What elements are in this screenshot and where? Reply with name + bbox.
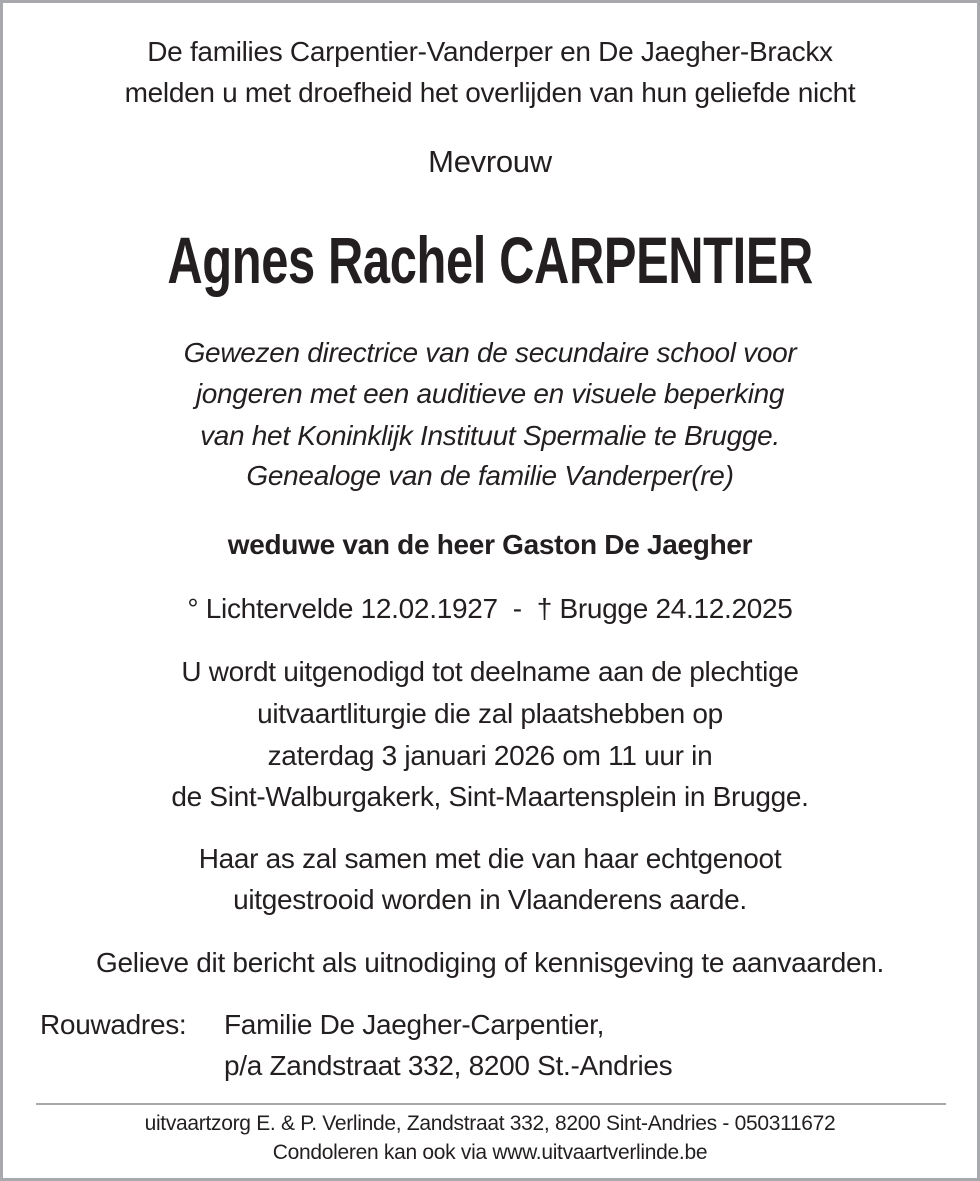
description-line: Gewezen directrice van de secundaire school voor [183,337,797,368]
deceased-name: Agnes Rachel CARPENTIER [167,223,813,297]
address-label: Rouwadres: [40,1009,187,1040]
funeral-home-info: uitvaartzorg E. & P. Verlinde, Zandstraat 332, 8200 Sint-Andries - 050311672 [144,1112,836,1135]
address-line: p/a Zandstraat 332, 8200 St.-Andries [224,1050,673,1081]
intro-line: De families Carpentier-Vanderper en De Jaegher-Brackx [147,36,833,67]
request-line: Gelieve dit bericht als uitnodiging of kennisgeving te aanvaarden. [95,947,885,978]
ashes-line: Haar as zal samen met die van haar echtgenoot [198,843,782,874]
ashes-line: uitgestrooid worden in Vlaanderens aarde. [233,884,747,915]
invitation-line: U wordt uitgenodigd tot deelname aan de plechtige [181,656,799,687]
description-line: Genealoge van de familie Vanderper(re) [246,460,734,491]
invitation-line: uitvaartliturgie die zal plaatshebben op [257,698,723,729]
divider [36,1103,946,1105]
birth-death-dates: ° Lichtervelde 12.02.1927 - † Brugge 24.12.2025 [187,593,793,624]
description-line: jongeren met een auditieve en visuele beperking [195,378,785,409]
salutation: Mevrouw [428,144,552,179]
address-line: Familie De Jaegher-Carpentier, [224,1009,605,1040]
intro-line: melden u met droefheid het overlijden van hun geliefde nicht [124,77,856,108]
invitation-line: zaterdag 3 januari 2026 om 11 uur in [267,740,713,771]
invitation-line: de Sint-Walburgakerk, Sint-Maartensplein in Brugge. [171,781,809,812]
condolence-info: Condoleren kan ook via www.uitvaartverlinde.be [272,1141,708,1164]
widow-line: weduwe van de heer Gaston De Jaegher [227,529,753,560]
description-line: van het Koninklijk Instituut Spermalie te Brugge. [200,420,780,451]
